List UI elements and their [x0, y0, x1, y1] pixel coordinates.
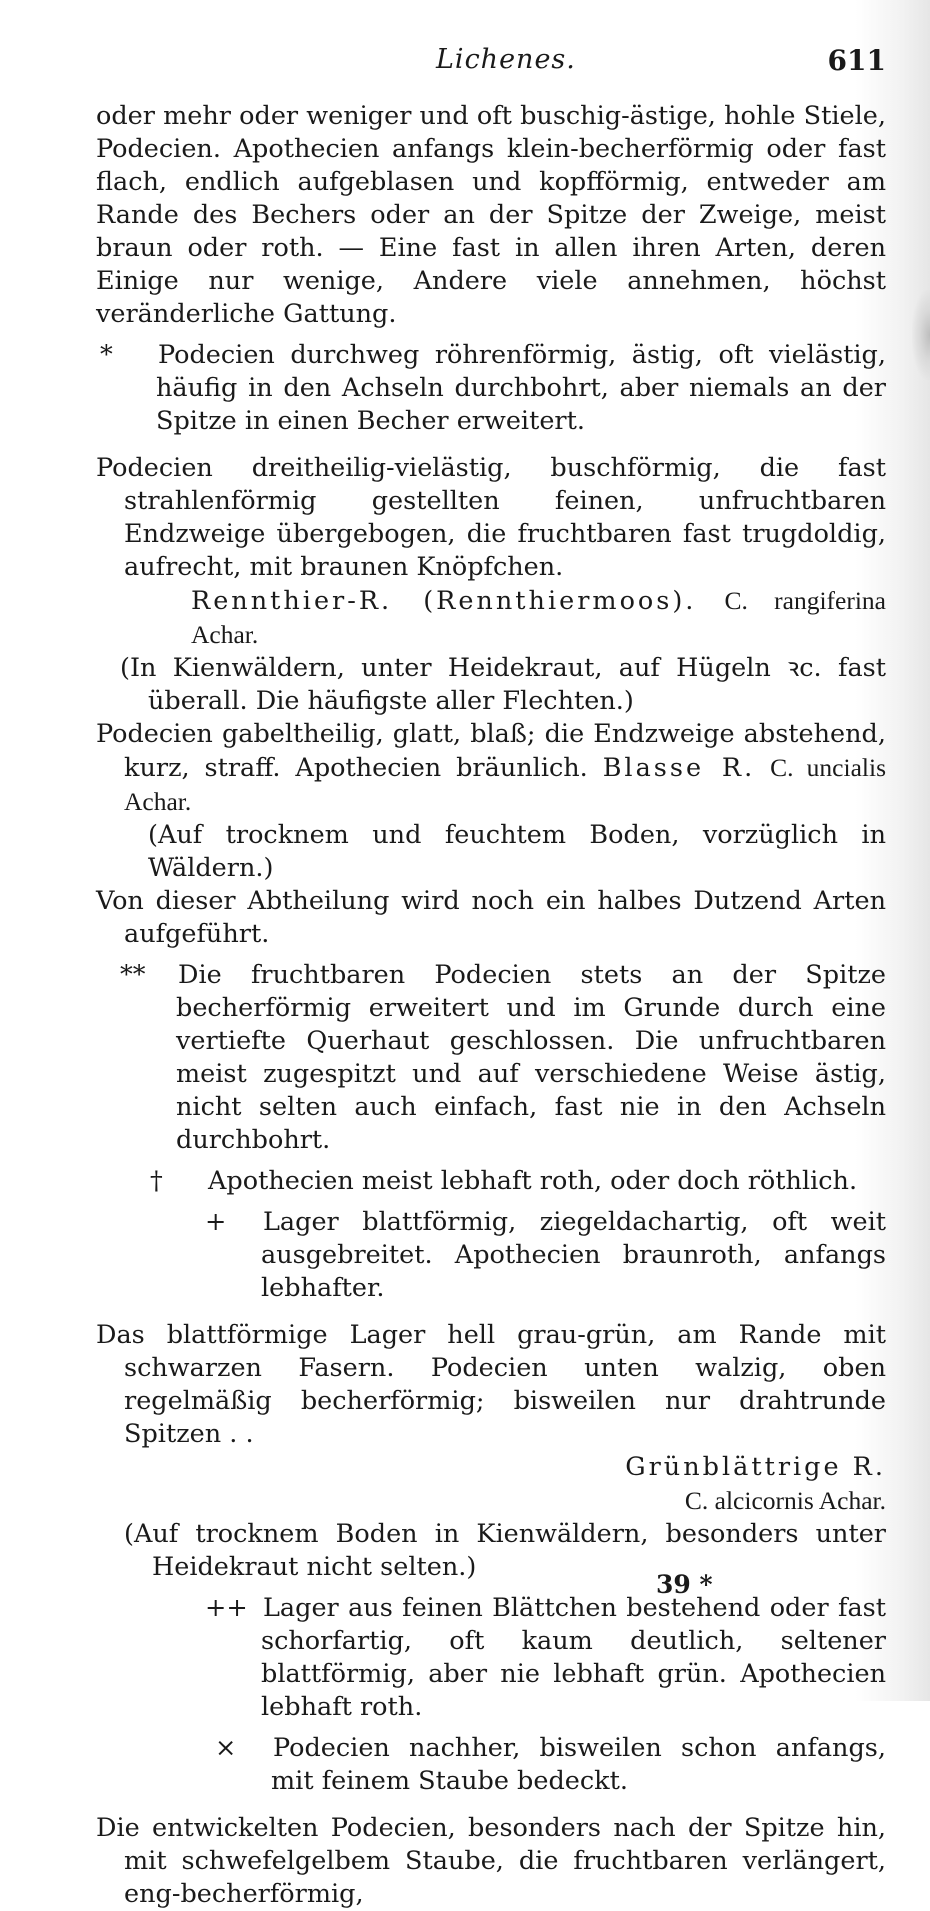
- section-cross: [96, 1206, 886, 1305]
- section-double-star-text: Die fruchtbaren Podecien stets an der Spitze becherförmig erweitert und im Grunde durch eine vertiefte Querhaut geschlossen. Die unfruchtbaren meist zugespitzt und auf verschiedene Weise ästig, nicht selten auch einfach, fast nie in den Achseln durchbohrt.: [176, 960, 886, 1155]
- cross-marker: +: [205, 1207, 227, 1237]
- species-latin-name: C. uncialis Achar.: [124, 753, 886, 816]
- dagger-marker: †: [150, 1166, 163, 1196]
- entry-alcicornis: Das blattförmige Lager hell grau-grün, am Rande mit schwarzen Fasern. Podecien unten walzig, oben regelmäßig becherförmig; bisweilen nur drahtrunde Spitzen . .: [96, 1320, 886, 1449]
- signature-mark: 39 *: [656, 1570, 713, 1599]
- species-common-name: Grünblättrige R.: [625, 1452, 886, 1482]
- section-cross-text: Lager blattförmig, ziegeldachartig, oft weit ausgebreitet. Apothecien braunroth, anfangs lebhafter.: [261, 1207, 886, 1303]
- section-times: [96, 1732, 886, 1798]
- section-double-cross: [96, 1592, 886, 1724]
- species-latin-line-alcicornis: [96, 1484, 886, 1518]
- section-single-star: [96, 339, 886, 438]
- section-times-text: Podecien nachher, bisweilen schon anfangs, mit feinem Staube bedeckt.: [271, 1733, 886, 1796]
- section-double-star: [96, 959, 886, 1157]
- habitat-note-uncialis: (Auf trocknem und feuchtem Boden, vorzüglich in Wäldern.): [148, 820, 886, 883]
- species-common-name: Blasse R.: [602, 753, 756, 783]
- species-line-alcicornis: [96, 1451, 886, 1484]
- habitat-note-alcicornis: (Auf trocknem Boden in Kienwäldern, besonders unter Heidekraut nicht selten.): [124, 1519, 886, 1582]
- section-double-cross-text: Lager aus feinen Blättchen bestehend oder fast schorfartig, oft kaum deutlich, seltener blattförmig, aber nie lebhaft grün. Apothecien lebhaft roth.: [261, 1593, 886, 1722]
- species-latin-name: C. rangiferina Achar.: [191, 586, 887, 649]
- page-number: 611: [827, 44, 886, 77]
- species-latin-name: C. alcicornis Achar.: [684, 1486, 886, 1515]
- asterisk-marker: *: [100, 340, 113, 370]
- page-edge-shadow: [912, 290, 930, 380]
- double-asterisk-marker: **: [120, 960, 146, 990]
- species-line-rangiferina: [96, 584, 886, 652]
- species-common-name: Rennthier-R. (Rennthiermoos).: [191, 586, 697, 616]
- double-cross-marker: ++: [205, 1593, 248, 1623]
- entry-uncialis: [96, 718, 886, 819]
- page-header: [96, 44, 886, 84]
- paragraph-division-note: Von dieser Abtheilung wird noch ein halbes Dutzend Arten aufgeführt.: [96, 886, 886, 949]
- paragraph-intro: oder mehr oder weniger und oft buschig-ästige, hohle Stiele, Podecien. Apothecien anfangs klein-becherförmig oder fast flach, endlich aufgeblasen und kopfförmig, entweder am Rande des Bechers oder an der Spitze der Zweige, meist braun oder roth. — Eine fast in allen ihren Arten, deren Einige nur wenige, Andere viele annehmen, höchst veränderliche Gattung.: [96, 101, 886, 329]
- page-body: [96, 100, 886, 1911]
- times-marker: ×: [215, 1733, 237, 1763]
- entry-rangiferina: [96, 452, 886, 584]
- habitat-note-rangiferina: (In Kienwäldern, unter Heidekraut, auf Hügeln ꝛc. fast überall. Die häufigste aller Flechten.): [120, 653, 886, 716]
- section-dagger-text: Apothecien meist lebhaft roth, oder doch röthlich.: [208, 1166, 858, 1196]
- running-head: Lichenes.: [436, 44, 576, 75]
- section-single-star-text: Podecien durchweg röhrenförmig, ästig, oft vielästig, häufig in den Achseln durchbohrt, aber niemals an der Spitze in einen Becher erweitert.: [156, 340, 886, 436]
- entry-rangiferina-text: Podecien dreitheilig-vielästig, buschförmig, die fast strahlenförmig gestellten feinen, unfruchtbaren Endzweige übergebogen, die fruchtbaren fast trugdoldig, aufrecht, mit braunen Knöpfchen.: [96, 453, 886, 582]
- entry-uncialis-text: Podecien gabeltheilig, glatt, blaß; die Endzweige abstehend, kurz, straff. Apothecien bräunlich.: [96, 719, 886, 783]
- entry-sulphur: Die entwickelten Podecien, besonders nach der Spitze hin, mit schwefelgelbem Staube, die fruchtbaren verlängert, eng-becherförmig,: [96, 1813, 886, 1909]
- section-dagger: [96, 1165, 886, 1198]
